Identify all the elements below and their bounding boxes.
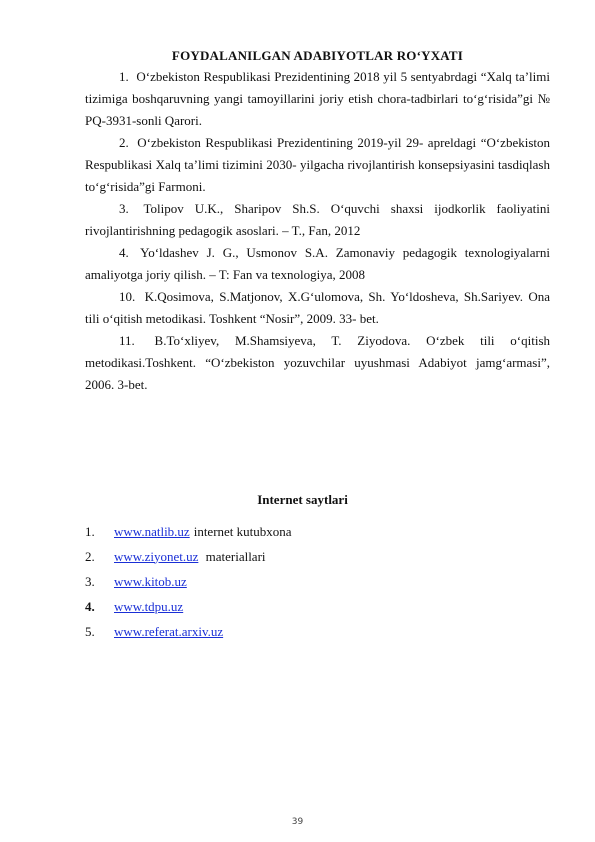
website-item — [85, 519, 550, 544]
website-number: 2. — [85, 548, 95, 564]
reference-text: O‘zbekiston Respublikasi Prezidentining 2018 yil 5 sentyabrdagi “Xalq ta’limi tizimiga boshqaruvning yangi tamoyillarini joriy etish chora-tadbirlari to‘g‘risida”gi № PQ-3931-sonli Qarori. — [85, 69, 551, 128]
website-link[interactable]: www.natlib.uz — [114, 523, 190, 539]
reference-text: Tolipov U.K., Sharipov Sh.S. O‘quvchi shaxsi ijodkorlik faoliyatini rivojlantirishning pedagogik asoslari. – T., Fan, 2012 — [85, 201, 550, 238]
internet-sites-heading: Internet saytlari — [257, 492, 348, 507]
website-number: 5. — [85, 623, 95, 639]
reference-text: Yo‘ldashev J. G., Usmonov S.A. Zamonaviy pedagogik texnologiyalarni amaliyotga joriy qilish. – T: Fan va texnologiya, 2008 — [85, 245, 550, 282]
website-link[interactable]: www.ziyonet.uz — [114, 548, 199, 564]
reference-item — [85, 154, 550, 198]
website-number: 1. — [85, 523, 95, 539]
reference-item — [85, 330, 550, 396]
reference-text: B.To‘xliyev, M.Shamsiyeva, T. Ziyodova. O‘zbek tili o‘qitish metodikasi.Toshkent. “O‘zbekiston yozuvchilar uyushmasi Adabiyot jamg‘armasi”, 2006. 3-bet. — [85, 333, 551, 392]
page-number: 39 — [291, 817, 304, 827]
website-description: materiallari — [202, 548, 266, 564]
website-item — [85, 619, 550, 644]
reference-number: 11. — [119, 333, 135, 348]
website-item — [85, 569, 550, 594]
website-link[interactable]: www.tdpu.uz — [114, 598, 184, 614]
reference-list — [85, 66, 550, 396]
website-list — [85, 519, 550, 644]
website-description: internet kutubxona — [193, 523, 292, 539]
reference-number: 3. — [119, 201, 129, 216]
reference-number: 1. — [119, 69, 129, 84]
reference-item — [85, 132, 550, 154]
reference-number: 4. — [119, 245, 129, 260]
reference-number: 10. — [119, 289, 136, 304]
website-number: 3. — [85, 573, 95, 589]
reference-number: 2. — [119, 135, 129, 150]
reference-item — [85, 286, 550, 330]
website-link[interactable]: www.kitob.uz — [114, 573, 187, 589]
website-number: 4. — [85, 598, 95, 614]
reference-text: K.Qosimova, S.Matjonov, X.G‘ulomova, Sh. Yo‘ldosheva, Sh.Sariyev. Ona tili o‘qitish metodikasi. Toshkent “Nosir”, 2009. 33- bet. — [85, 289, 551, 326]
website-link[interactable]: www.referat.arxiv.uz — [114, 623, 224, 639]
website-item — [85, 544, 550, 569]
reference-item — [85, 242, 550, 286]
reference-text: Respublikasi Xalq ta’limi tizimini 2030- yilgacha rivojlantirish konsepsiyasini tasdiqlash to‘g‘risida”gi Farmoni. — [85, 157, 550, 194]
page-title: FOYDALANILGAN ADABIYOTLAR RO‘YXATI — [171, 48, 464, 63]
reference-text: O‘zbekiston Respublikasi Prezidentining 2019-yil 29- apreldagi “O‘zbekiston — [137, 135, 551, 150]
reference-item — [85, 66, 550, 132]
reference-item — [85, 198, 550, 242]
website-item — [85, 594, 550, 619]
